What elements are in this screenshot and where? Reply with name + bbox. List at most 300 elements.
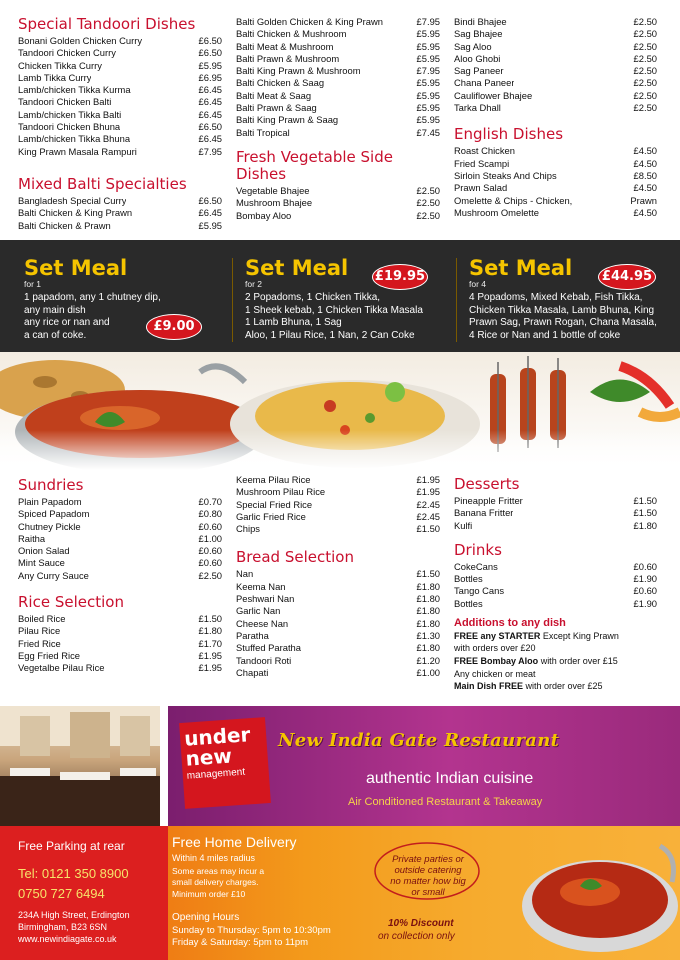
- menu-item: [236, 499, 440, 511]
- photo-fade: [0, 430, 680, 470]
- sundries-title: Sundries: [18, 476, 84, 494]
- interior-illustration: [0, 706, 160, 826]
- menu-item-name: Lamb Tikka Curry: [18, 71, 92, 83]
- menu-item: [454, 145, 657, 157]
- menu-item: [236, 593, 440, 605]
- menu-item-name: Vegetable Bhajee: [236, 184, 310, 196]
- menu-item-price: £1.90: [633, 597, 657, 609]
- menu-item: [454, 28, 657, 40]
- menu-item-name: Plain Papadom: [18, 496, 82, 507]
- menu-item: [18, 650, 222, 662]
- veg-side-list: [236, 185, 440, 222]
- menu-item-name: Nan: [236, 568, 254, 580]
- menu-item: [236, 53, 440, 65]
- menu-item-name: Any Curry Sauce: [18, 569, 89, 581]
- menu-item: [236, 642, 440, 654]
- menu-item-name: Sag Aloo: [454, 40, 492, 52]
- menu-item: [236, 77, 440, 89]
- menu-item-price: £2.50: [198, 569, 222, 581]
- menu-item-price: £2.50: [633, 16, 657, 27]
- menu-item-name: Chips: [236, 523, 260, 535]
- menu-item: [454, 16, 657, 28]
- column-1-bottom: [18, 477, 222, 675]
- additions-line-2: with orders over £20: [454, 643, 536, 654]
- menu-item-price: £1.80: [416, 605, 440, 617]
- menu-item: [18, 496, 222, 508]
- set-meal-3-price: £44.95: [598, 264, 656, 290]
- menu-item-price: £5.95: [416, 28, 440, 40]
- menu-item-name: Pineapple Fritter: [454, 495, 523, 506]
- delivery-line-2: Some areas may incur a: [172, 866, 265, 876]
- menu-item: [454, 561, 657, 573]
- menu-item-name: Lamb/chicken Tikka Kurma: [18, 84, 131, 96]
- mixed-balti-list: [18, 195, 222, 232]
- menu-item-name: Cheese Nan: [236, 617, 289, 629]
- menu-item-name: Bottles: [454, 573, 483, 585]
- menu-item-price: £4.50: [633, 157, 657, 169]
- menu-item-price: £2.50: [633, 52, 657, 64]
- menu-item-price: £1.80: [633, 519, 657, 531]
- menu-item-name: Onion Salad: [18, 545, 70, 557]
- menu-item: [18, 220, 222, 232]
- hours-line-2: Friday & Saturday: 5pm to 11pm: [172, 937, 309, 948]
- additions-line-1-bold: FREE any STARTER: [454, 631, 541, 642]
- menu-item-name: Balti Chicken & Saag: [236, 77, 325, 89]
- menu-item: [236, 65, 440, 77]
- menu-item: [236, 667, 440, 679]
- sundries-list: [18, 496, 222, 582]
- menu-item-price: £1.20: [416, 654, 440, 666]
- menu-item: [18, 121, 222, 133]
- menu-item-price: £6.50: [198, 194, 222, 206]
- menu-item-name: Chana Paneer: [454, 77, 515, 89]
- menu-item: [236, 114, 440, 126]
- additions-line-5-rest: with order over £25: [523, 681, 603, 692]
- rice2-list: [236, 474, 440, 535]
- menu-item-price: £5.95: [416, 52, 440, 64]
- set-meal-2-desc: 2 Popadoms, 1 Chicken Tikka, 1 Sheek kebab, 1 Chicken Tikka Masala 1 Lamb Bhuna, 1 Sag Aloo, 1 Pilau Rice, 1 Nan, 2 Can Coke: [245, 292, 423, 341]
- menu-item: [454, 53, 657, 65]
- restaurant-interior-photo: [0, 706, 160, 826]
- menu-item: [454, 158, 657, 170]
- menu-item-price: £4.50: [633, 182, 657, 194]
- menu-item-name: Tandoori Chicken Curry: [18, 47, 116, 59]
- menu-item-name: Peshwari Nan: [236, 593, 295, 605]
- menu-item-name: Bonani Golden Chicken Curry: [18, 35, 143, 46]
- menu-item-price: £0.60: [198, 545, 222, 557]
- menu-item-name: Pilau Rice: [18, 625, 61, 637]
- tagline: authentic Indian cuisine: [366, 770, 534, 787]
- menu-item-price: £2.50: [416, 209, 440, 221]
- menu-item: [18, 638, 222, 650]
- new-text: new: [184, 743, 233, 771]
- menu-item-price: £1.80: [416, 617, 440, 629]
- menu-item: [454, 77, 657, 89]
- menu-item-price: £2.50: [633, 102, 657, 114]
- footer: [0, 826, 680, 960]
- menu-item-name: Tango Cans: [454, 585, 505, 597]
- menu-item-price: £6.50: [198, 47, 222, 59]
- parties-line-4: or small: [411, 887, 445, 898]
- set-meal-band: [0, 240, 680, 352]
- menu-item: [454, 41, 657, 53]
- menu-item-name: Balti Prawn & Saag: [236, 102, 317, 114]
- menu-item-name: Balti King Prawn & Saag: [236, 114, 339, 126]
- balti-list: [236, 16, 440, 139]
- menu-item: [236, 185, 440, 197]
- menu-item-price: £2.45: [416, 498, 440, 510]
- menu-item: [236, 581, 440, 593]
- menu-item-name: Mushroom Omelette: [454, 206, 539, 218]
- menu-item-name: Chapati: [236, 666, 269, 678]
- menu-item-price: £1.80: [416, 642, 440, 654]
- menu-item: [236, 511, 440, 523]
- menu-item-name: Lamb/chicken Tikka Balti: [18, 108, 122, 120]
- menu-item-name: Tandoori Chicken Bhuna: [18, 121, 121, 133]
- menu-item: [454, 182, 657, 194]
- set-meal-3-title: Set Meal: [469, 256, 573, 280]
- menu-item: [454, 520, 657, 532]
- column-2-top: [236, 16, 440, 222]
- menu-item-price: £4.50: [633, 206, 657, 218]
- menu-item-name: Bottles: [454, 597, 483, 609]
- menu-item: [236, 618, 440, 630]
- menu-item-price: £2.50: [633, 40, 657, 52]
- menu-item-price: £2.50: [633, 77, 657, 89]
- set-meal-3-for: for 4: [469, 279, 487, 289]
- menu-item-name: Banana Fritter: [454, 507, 514, 519]
- menu-item-price: £1.95: [198, 662, 222, 674]
- menu-item: [18, 508, 222, 520]
- menu-item: [18, 72, 222, 84]
- menu-item-name: Keema Nan: [236, 580, 286, 592]
- menu-item: [18, 35, 222, 47]
- under-new-management-badge: [179, 717, 271, 809]
- menu-item-price: £2.45: [416, 510, 440, 522]
- additions-line-5: [454, 680, 657, 692]
- delivery-line-3: small delivery charges.: [172, 877, 259, 887]
- menu-item: [236, 197, 440, 209]
- menu-item-price: £1.50: [416, 523, 440, 535]
- menu-item-name: Raitha: [18, 532, 46, 544]
- under-text: under: [183, 722, 252, 751]
- bread-list: [236, 568, 440, 679]
- column-2-bottom: [236, 474, 440, 679]
- menu-item: [18, 47, 222, 59]
- bread-title: Bread Selection: [236, 548, 354, 567]
- set-meal-1-price: £9.00: [146, 314, 202, 340]
- delivery-title: Free Home Delivery: [172, 834, 297, 850]
- menu-item-price: £6.45: [198, 84, 222, 96]
- delivery-line-1: Within 4 miles radius: [172, 853, 256, 863]
- menu-item-name: Bombay Aloo: [236, 209, 292, 221]
- menu-item-name: Stuffed Paratha: [236, 642, 301, 654]
- menu-item-name: Fried Rice: [18, 637, 61, 649]
- menu-item-name: Chicken Tikka Curry: [18, 59, 102, 71]
- curry-dish-illustration: [510, 826, 680, 960]
- menu-item-name: Omelette & Chips - Chicken,: [454, 194, 573, 206]
- menu-item-name: Keema Pilau Rice: [236, 474, 311, 485]
- menu-item-name: Sag Bhajee: [454, 28, 503, 40]
- set-meal-2-for: for 2: [245, 279, 263, 289]
- menu-item-name: Garlic Fried Rice: [236, 510, 306, 522]
- menu-item: [236, 210, 440, 222]
- menu-item: [236, 605, 440, 617]
- menu-item-price: £4.50: [633, 145, 657, 157]
- menu-item: [18, 133, 222, 145]
- menu-item-price: £6.45: [198, 108, 222, 120]
- menu-item-price: £1.80: [416, 593, 440, 605]
- menu-item-price: £0.80: [198, 508, 222, 520]
- menu-item: [18, 207, 222, 219]
- restaurant-banner: [0, 706, 680, 826]
- menu-item: [18, 521, 222, 533]
- menu-item-name: King Prawn Masala Rampuri: [18, 145, 137, 157]
- address-line-2: Birmingham, B23 6SN: [18, 922, 108, 932]
- menu-item-name: Chutney Pickle: [18, 520, 81, 532]
- menu-item: [454, 195, 657, 207]
- menu-item-price: £1.95: [416, 486, 440, 498]
- menu-item-name: Balti Golden Chicken & King Prawn: [236, 16, 383, 27]
- menu-item-price: £2.50: [416, 197, 440, 209]
- menu-item-name: Balti Meat & Mushroom: [236, 40, 334, 52]
- menu-item: [236, 655, 440, 667]
- english-title: English Dishes: [454, 125, 564, 144]
- additions-line-1: [454, 630, 657, 642]
- menu-item: [454, 90, 657, 102]
- menu-item-price: £5.95: [416, 114, 440, 126]
- menu-item-name: Balti Chicken & Mushroom: [236, 28, 347, 40]
- parties-line-1: Private parties or: [392, 854, 464, 865]
- menu-item-price: £6.45: [198, 133, 222, 145]
- menu-item-name: Lamb/chicken Tikka Bhuna: [18, 133, 131, 145]
- menu-item-price: £2.50: [633, 89, 657, 101]
- menu-item-name: Bindi Bhajee: [454, 16, 507, 27]
- tandoori-title: Special Tandoori Dishes: [18, 15, 196, 33]
- menu-item-price: £6.95: [198, 71, 222, 83]
- menu-item-price: £0.60: [198, 557, 222, 569]
- additions-line-5-bold: Main Dish FREE: [454, 681, 524, 692]
- menu-item-price: £5.95: [416, 77, 440, 89]
- hours-line-1: Sunday to Thursday: 5pm to 10:30pm: [172, 925, 331, 936]
- menu-item-price: £1.50: [416, 568, 440, 580]
- management-text: management: [186, 766, 246, 782]
- menu-item-price: £1.50: [633, 495, 657, 506]
- menu-item-name: Vegetalbe Pilau Rice: [18, 662, 105, 674]
- menu-item-price: £1.50: [198, 613, 222, 625]
- menu-item-name: Fried Scampi: [454, 157, 510, 169]
- menu-item-price: £1.95: [416, 474, 440, 485]
- discount-title: 10% Discount: [388, 918, 454, 929]
- parking-text: Free Parking at rear: [18, 839, 125, 853]
- menu-item-price: £1.70: [198, 637, 222, 649]
- tel-text[interactable]: Tel: 0121 350 8900: [18, 866, 129, 881]
- menu-item-price: £2.50: [633, 65, 657, 77]
- menu-item: [236, 41, 440, 53]
- menu-item-price: £0.70: [198, 496, 222, 507]
- menu-item: [454, 598, 657, 610]
- menu-item: [18, 545, 222, 557]
- menu-item-name: Kulfi: [454, 519, 473, 531]
- parties-line-3: no matter how big: [390, 876, 466, 887]
- address-line-1: 234A High Street, Erdington: [18, 910, 130, 920]
- menu-item: [18, 195, 222, 207]
- menu-item-name: Balti Tropical: [236, 126, 290, 138]
- menu-item-name: Paratha: [236, 629, 269, 641]
- menu-item-name: Egg Fried Rice: [18, 649, 81, 661]
- menu-item-name: Tandoori Chicken Balti: [18, 96, 112, 108]
- menu-item-price: £1.80: [416, 580, 440, 592]
- menu-item-price: £6.50: [198, 35, 222, 46]
- menu-item: [454, 102, 657, 114]
- menu-item-price: £1.30: [416, 629, 440, 641]
- set-divider-2: [456, 258, 457, 342]
- veg-col3-list: [454, 16, 657, 114]
- set-meal-1-for: for 1: [24, 279, 42, 289]
- additions-line-3-rest: with order over £15: [538, 656, 618, 667]
- menu-item: [454, 207, 657, 219]
- menu-item-price: £0.60: [198, 520, 222, 532]
- menu-item-name: Balti Prawn & Mushroom: [236, 52, 340, 64]
- menu-item-name: Mushroom Pilau Rice: [236, 486, 326, 498]
- english-list: [454, 145, 657, 219]
- menu-item-name: Tarka Dhall: [454, 102, 501, 114]
- menu-item: [236, 90, 440, 102]
- menu-item: [454, 65, 657, 77]
- menu-item-name: Cauliflower Bhajee: [454, 89, 533, 101]
- menu-item: [18, 570, 222, 582]
- menu-item-price: £6.45: [198, 96, 222, 108]
- menu-item-price: £5.95: [416, 40, 440, 52]
- menu-item: [236, 474, 440, 486]
- menu-item-price: £8.50: [633, 169, 657, 181]
- food-photo: [0, 352, 680, 470]
- menu-item: [236, 486, 440, 498]
- menu-item-name: Boiled Rice: [18, 613, 66, 625]
- menu-item-price: £7.45: [416, 126, 440, 138]
- menu-item: [236, 102, 440, 114]
- desserts-title: Desserts: [454, 475, 520, 493]
- additions-line-3: [454, 654, 657, 668]
- set-divider-1: [232, 258, 233, 342]
- rice-list: [18, 613, 222, 674]
- menu-item-name: Sirloin Steaks And Chips: [454, 169, 557, 181]
- menu-item-name: Balti Chicken & King Prawn: [18, 207, 133, 219]
- menu-item: [18, 662, 222, 674]
- discount-sub: on collection only: [378, 931, 455, 942]
- rice-title: Rice Selection: [18, 593, 124, 612]
- menu-item-price: £2.50: [633, 28, 657, 40]
- menu-item-name: Special Fried Rice: [236, 498, 313, 510]
- tandoori-list: [18, 35, 222, 158]
- set-meal-1: [24, 256, 161, 342]
- mobile-text[interactable]: 0750 727 6494: [18, 886, 105, 901]
- menu-item-price: £5.95: [198, 219, 222, 231]
- desserts-list: [454, 495, 657, 532]
- additions-line-4: Any chicken or meat: [454, 669, 536, 680]
- menu-item-name: Tandoori Roti: [236, 654, 292, 666]
- menu-item-name: Mushroom Bhajee: [236, 197, 313, 209]
- set-meal-2-price: £19.95: [372, 264, 428, 290]
- menu-item-price: £7.95: [416, 65, 440, 77]
- menu-item: [236, 28, 440, 40]
- drinks-list: [454, 561, 657, 610]
- restaurant-name: New India Gate Restaurant: [278, 730, 560, 751]
- menu-item-price: £5.95: [416, 102, 440, 114]
- menu-item-price: £7.95: [416, 16, 440, 27]
- menu-item: [18, 625, 222, 637]
- menu-item: [454, 507, 657, 519]
- menu-item-price: £1.95: [198, 649, 222, 661]
- menu-item-name: Garlic Nan: [236, 605, 281, 617]
- set-meal-3-desc: 4 Popadoms, Mixed Kebab, Fish Tikka, Chicken Tikka Masala, Lamb Bhuna, King Prawn Sag, Prawn Rogan, Chana Masala, 4 Rice or Nan and 1 bottle of coke: [469, 292, 657, 341]
- footer-contact: [0, 826, 168, 960]
- menu-item-name: Sag Paneer: [454, 65, 504, 77]
- menu-item-price: £1.90: [633, 573, 657, 585]
- menu-item: [18, 60, 222, 72]
- menu-item-name: Balti Meat & Saag: [236, 89, 312, 101]
- menu-item-price: £1.00: [198, 532, 222, 544]
- menu-item: [18, 557, 222, 569]
- menu-item: [454, 495, 657, 507]
- menu-item: [454, 170, 657, 182]
- menu-item-price: £5.95: [416, 89, 440, 101]
- menu-item-name: Balti King Prawn & Mushroom: [236, 65, 361, 77]
- menu-item: [454, 585, 657, 597]
- menu-item: [18, 109, 222, 121]
- menu-item: [236, 630, 440, 642]
- menu-item-price: £6.50: [198, 121, 222, 133]
- menu-item-price: £1.50: [633, 507, 657, 519]
- column-3-top: [454, 16, 657, 219]
- menu-item-price: £1.00: [416, 666, 440, 678]
- menu-item-price: £7.95: [198, 145, 222, 157]
- subtag: Air Conditioned Restaurant & Takeaway: [348, 796, 543, 808]
- menu-item-price: £1.80: [198, 625, 222, 637]
- parties-line-2: outside catering: [394, 865, 462, 876]
- drinks-title: Drinks: [454, 540, 502, 559]
- menu-item: [18, 146, 222, 158]
- menu-item-name: Spiced Papadom: [18, 508, 90, 520]
- delivery-line-4: Minimum order £10: [172, 889, 246, 899]
- veg-side-title-2: Dishes: [236, 164, 287, 183]
- menu-item: [236, 568, 440, 580]
- menu-item: [236, 127, 440, 139]
- additions-line-1-rest: Except King Prawn: [540, 631, 619, 642]
- menu-item-price: £2.50: [416, 184, 440, 196]
- menu-item: [18, 84, 222, 96]
- menu-item: [236, 523, 440, 535]
- hours-title: Opening Hours: [172, 912, 240, 923]
- menu-item-name: Balti Chicken & Prawn: [18, 219, 111, 231]
- menu-item-name: Prawn Salad: [454, 182, 508, 194]
- menu-item-name: Mint Sauce: [18, 557, 65, 569]
- menu-item-price: £0.60: [633, 585, 657, 597]
- set-meal-2-title: Set Meal: [245, 256, 349, 280]
- menu-item: [236, 16, 440, 28]
- menu-item: [454, 573, 657, 585]
- menu-item-price: £0.60: [633, 560, 657, 572]
- column-3-bottom: [454, 476, 657, 692]
- parties-text: [378, 854, 478, 898]
- menu-item: [18, 613, 222, 625]
- menu-item-name: Aloo Ghobi: [454, 52, 501, 64]
- additions-line-3-bold: FREE Bombay Aloo: [454, 656, 539, 667]
- menu-item-price: £5.95: [198, 59, 222, 71]
- menu-item-price: Prawn: [630, 194, 657, 206]
- menu-item-price: £6.45: [198, 207, 222, 219]
- website-link[interactable]: www.newindiagate.co.uk: [18, 934, 117, 944]
